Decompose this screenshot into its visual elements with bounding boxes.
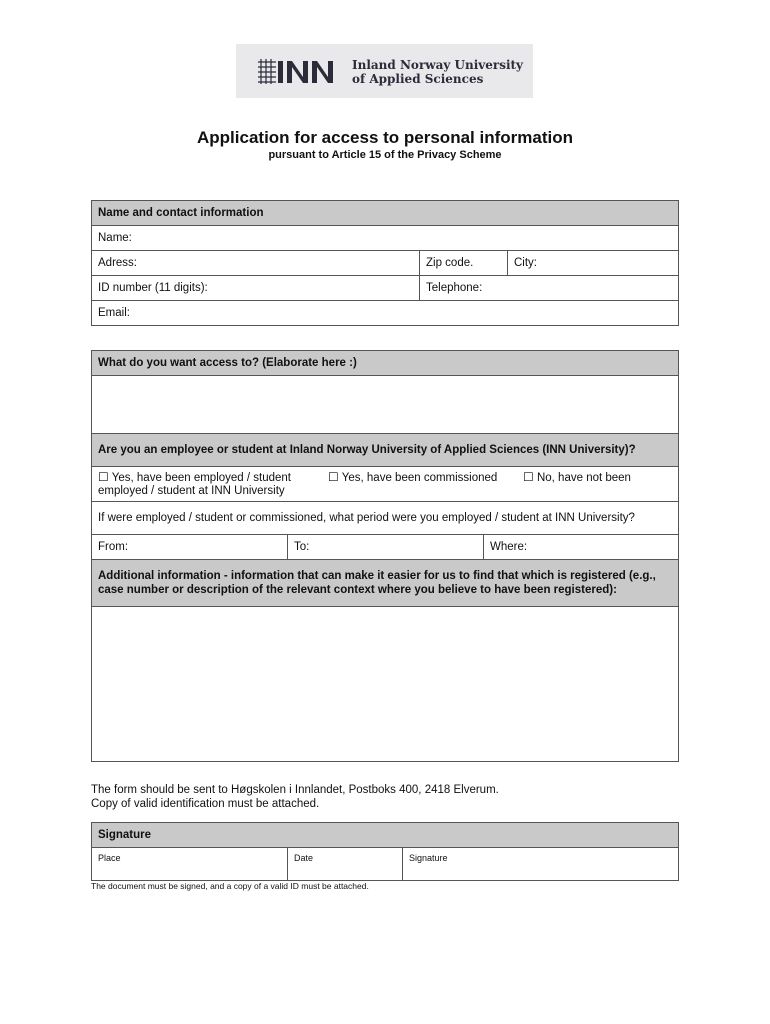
name-field[interactable]: Name: [92, 226, 679, 251]
instruction-line-1: The form should be sent to Høgskolen i Innlandet, Postboks 400, 2418 Elverum. [91, 784, 499, 796]
checkbox-commissioned[interactable]: ☐ [328, 470, 339, 484]
email-field[interactable]: Email: [92, 301, 679, 326]
access-heading: What do you want access to? (Elaborate here :) [92, 351, 679, 376]
signature-footnote: The document must be signed, and a copy of a valid ID must be attached. [91, 881, 369, 891]
instruction-line-2: Copy of valid identification must be attached. [91, 798, 320, 810]
to-field[interactable]: To: [288, 535, 484, 560]
option-no-label: No, have not been [536, 472, 631, 484]
option-commissioned[interactable] [328, 471, 497, 485]
access-table [91, 350, 679, 762]
access-description-area[interactable] [92, 376, 679, 434]
logo-text [352, 58, 523, 86]
contact-table [91, 200, 679, 326]
signature-field[interactable]: Signature [403, 848, 679, 881]
university-logo [236, 44, 533, 98]
page-title: Application for access to personal information [197, 128, 573, 147]
zip-code-field[interactable]: Zip code. [420, 251, 508, 276]
page-subtitle: pursuant to Article 15 of the Privacy Scheme [268, 149, 502, 161]
employment-options [92, 467, 679, 502]
option-employed-label: Yes, have been employed / student employed / student at INN University [98, 472, 291, 497]
inn-logo-mark-icon [256, 57, 356, 85]
telephone-field[interactable]: Telephone: [420, 276, 679, 301]
signature-table [91, 822, 679, 881]
option-employed[interactable] [98, 471, 330, 498]
additional-info-heading: Additional information - information that can make it easier for us to find that which is registered (e.g., case number or description of the relevant context where you believe to have been registered): [92, 560, 679, 607]
address-field[interactable]: Adress: [92, 251, 420, 276]
logo-line-2: of Applied Sciences [352, 72, 484, 86]
where-field[interactable]: Where: [484, 535, 679, 560]
mailing-instructions [91, 783, 499, 811]
contact-heading: Name and contact information [92, 201, 679, 226]
signature-heading: Signature [92, 823, 679, 848]
checkbox-no[interactable]: ☐ [523, 470, 534, 484]
option-no[interactable] [523, 471, 631, 485]
place-field[interactable]: Place [92, 848, 288, 881]
date-field[interactable]: Date [288, 848, 403, 881]
checkbox-employed[interactable]: ☐ [98, 470, 109, 484]
additional-info-area[interactable] [92, 607, 679, 762]
logo-line-1: Inland Norway University [352, 58, 524, 72]
id-number-field[interactable]: ID number (11 digits): [92, 276, 420, 301]
city-field[interactable]: City: [508, 251, 679, 276]
period-question: If were employed / student or commissioned, what period were you employed / student at INN University? [92, 502, 679, 535]
from-field[interactable]: From: [92, 535, 288, 560]
employee-question: Are you an employee or student at Inland Norway University of Applied Sciences (INN University)? [92, 434, 679, 467]
option-commissioned-label: Yes, have been commissioned [341, 472, 498, 484]
